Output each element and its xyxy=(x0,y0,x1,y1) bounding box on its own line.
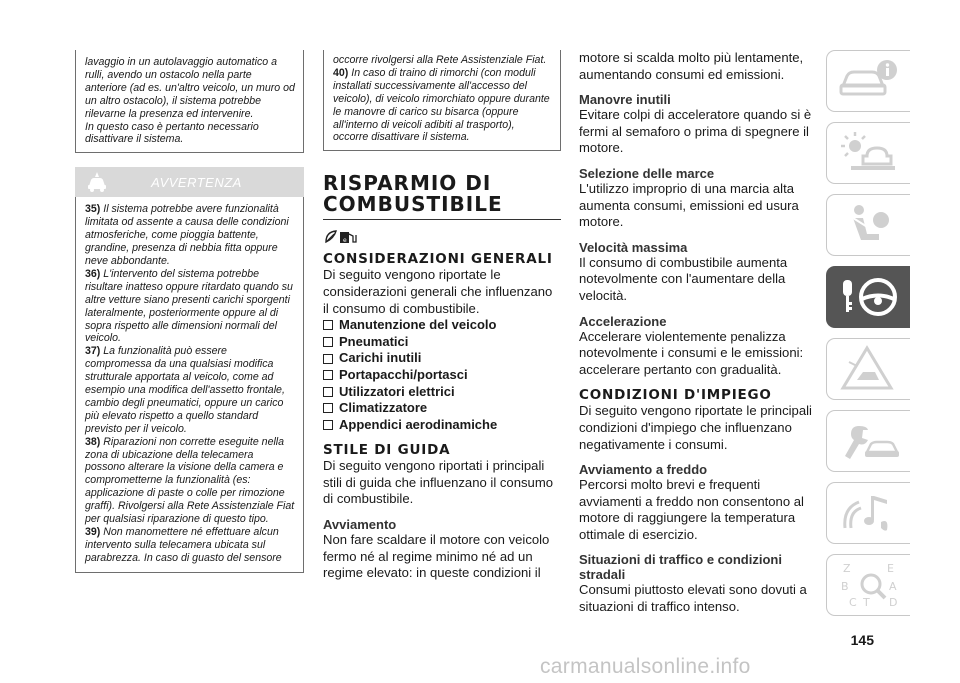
warning-title: AVVERTENZA xyxy=(151,174,242,190)
topic-title: Situazioni di traffico e condizioni stradali xyxy=(579,552,782,583)
checklist-item xyxy=(323,334,561,351)
note-text: occorre rivolgersi alla Rete Assistenziale Fiat. xyxy=(333,54,547,66)
subsection-body: Di seguito vengono riportate le considerazioni generali che influenzano il consumo di combustibile. xyxy=(323,267,553,316)
warning-note xyxy=(333,67,552,144)
checklist-item xyxy=(323,350,561,367)
index-letter: C xyxy=(848,596,857,609)
eco-fuel-icon xyxy=(323,226,561,246)
use-conditions-title: CONDIZIONI D'IMPIEGO xyxy=(579,387,772,404)
svg-text:e: e xyxy=(343,237,347,245)
checklist-label: Carichi inutili xyxy=(339,350,422,366)
warning-note xyxy=(85,203,295,268)
checkbox-icon xyxy=(323,387,333,397)
start-body-continued: motore si scalda molto più lentamente, aumentando consumi ed emissioni. xyxy=(579,50,804,82)
dashboard-lights-icon xyxy=(837,128,901,178)
topic-body: L'utilizzo improprio di una marcia alta aumenta consumi, emissioni ed usura motore. xyxy=(579,180,799,230)
checkbox-icon xyxy=(323,354,333,364)
topic-body: Consumi piuttosto elevati sono dovuti a situazioni di traffico intenso. xyxy=(579,582,807,615)
checkbox-icon xyxy=(323,337,333,347)
start-title: Avviamento xyxy=(323,517,397,533)
warning-note xyxy=(85,268,295,345)
index-letter: Z xyxy=(842,562,851,575)
topic-title: Accelerazione xyxy=(579,313,667,329)
note-number: 36) xyxy=(85,267,101,280)
continued-warning-box xyxy=(323,50,561,151)
note-text: Riparazioni non corrette eseguite nella zona di ubicazione della telecamera possono alterare la visione della camera e comprometterne la funzionalità (es: applicazione di paste o colle per rimozione graffi). Rivolgersi alla Rete Assistenziale Fiat per qualsiasi riparazione di questo tipo. xyxy=(85,435,295,526)
page-number: 145 xyxy=(850,632,874,648)
checklist-label: Utilizzatori elettrici xyxy=(339,383,455,399)
chapter-tabs xyxy=(826,50,910,626)
style-body: Di seguito vengono riportati i principali stili di guida che influenzano il consumo di combustibile. xyxy=(323,458,554,507)
subsection-title: CONSIDERAZIONI GENERALI xyxy=(323,251,553,268)
note-text: L'intervento del sistema potrebbe risultare inatteso oppure ritardato quando su altre vetture siano presenti carichi sporgenti lateralmente, posteriormente oppure al di sopra rispetto alle dimensioni normali del veicolo. xyxy=(85,267,293,345)
car-warning-icon xyxy=(85,170,109,194)
warning-note xyxy=(85,526,295,565)
topic-body: Percorsi molto brevi e frequenti avviamenti a freddo non consentono al motore di raggiungere la temperatura ottimale di esercizio. xyxy=(579,477,804,542)
topic-title: Avviamento a freddo xyxy=(579,462,708,478)
car-info-icon xyxy=(837,56,901,106)
watermark: carmanualsonline.info xyxy=(540,655,751,678)
style-title: STILE DI GUIDA xyxy=(323,442,451,459)
note-number: 38) xyxy=(85,435,101,448)
index-letters-icon xyxy=(837,560,901,610)
note-text: In caso di traino di rimorchi (con moduli installati successivamente all'accesso del veicolo), di veicolo rimorchiato oppure durante le manovre di carico su bisarca (oppure all'interno di veicoli adibiti al trasporto), occorre disattivare il sistema. xyxy=(333,66,550,144)
checkbox-icon xyxy=(323,320,333,330)
checklist-label: Manutenzione del veicolo xyxy=(339,317,497,333)
checklist-label: Portapacchi/portasci xyxy=(339,366,468,382)
tab-airbag-safety[interactable] xyxy=(826,194,910,256)
middle-column xyxy=(323,50,561,582)
left-column xyxy=(75,50,304,573)
note-number: 37) xyxy=(85,345,101,358)
right-column xyxy=(579,50,815,616)
tab-car-info[interactable] xyxy=(826,50,910,112)
checklist-label: Pneumatici xyxy=(339,333,409,349)
start-body: Non fare scaldare il motore con veicolo fermo né al regime minimo né ad un regime elevato: in queste condizioni il xyxy=(323,532,550,581)
index-letter: D xyxy=(888,596,897,609)
tab-index[interactable] xyxy=(826,554,910,616)
topic-body: Evitare colpi di acceleratore quando si è fermi al semaforo o prima di spegnere il motore. xyxy=(579,107,812,156)
topic-title: Selezione delle marce xyxy=(579,165,715,181)
note-text: Il sistema potrebbe avere funzionalità limitata od assente a causa delle condizioni atmosferiche, come pioggia battente, grandine, presenza di nebbia fitta oppure neve abbondante. xyxy=(85,203,289,267)
topic-body: Accelerare violentemente penalizza notevolmente i consumi e le emissioni: accelerare pertanto con gradualità. xyxy=(579,328,804,377)
checklist-item xyxy=(323,367,561,384)
checklist-item xyxy=(323,317,561,334)
intro-paragraph: lavaggio in un autolavaggio automatico a rulli, avendo un ostacolo nella parte anteriore (ad es. un'altro veicolo, un muro od un altro ostacolo), il sistema potrebbe rilevarne la presenza ed intervenire. xyxy=(85,56,295,120)
warning-note xyxy=(333,54,552,67)
tab-dashboard-lights[interactable] xyxy=(826,122,910,184)
topic-title: Manovre inutili xyxy=(579,92,671,108)
warning-list xyxy=(75,197,304,572)
checkbox-icon xyxy=(323,370,333,380)
use-conditions-body: Di seguito vengono riportate le principali condizioni d'impiego che influenzano negativamente i consumi. xyxy=(579,403,812,452)
note-text: Non manomettere né effettuare alcun intervento sulla telecamera ubicata sul parabrezza. In caso di guasto del sensore xyxy=(85,526,282,564)
warning-header xyxy=(75,167,304,197)
index-letter: E xyxy=(886,562,894,575)
warning-triangle-road-icon xyxy=(837,344,901,394)
tab-key-steering-wheel[interactable] xyxy=(826,266,910,328)
intro-paragraph: In questo caso è pertanto necessario disattivare il sistema. xyxy=(85,120,259,146)
checkbox-icon xyxy=(323,403,333,413)
tab-multimedia[interactable] xyxy=(826,482,910,544)
note-number: 35) xyxy=(85,203,101,216)
section-title: RISPARMIO DI COMBUSTIBILE xyxy=(323,173,561,220)
checklist-item xyxy=(323,417,561,434)
key-steering-wheel-icon xyxy=(837,272,901,322)
warning-note xyxy=(85,345,295,435)
intro-box xyxy=(75,50,304,153)
multimedia-icon xyxy=(837,488,901,538)
checklist-label: Climatizzatore xyxy=(339,400,428,416)
wrench-car-icon xyxy=(837,416,901,466)
index-letter: T xyxy=(862,596,870,609)
checklist-item xyxy=(323,400,561,417)
index-letter: B xyxy=(840,580,849,593)
note-number: 39) xyxy=(85,526,101,538)
topic-title: Velocità massima xyxy=(579,239,688,255)
tab-warning-road[interactable] xyxy=(826,338,910,400)
note-text: La funzionalità può essere compromessa da una qualsiasi modifica strutturale apportata al veicolo, come ad esempio una modifica dell'assetto frontale, cambio degli pneumatici, oppure un carico più elevato rispetto a quello standard previsto per il veicolo. xyxy=(85,345,285,435)
tab-maintenance[interactable] xyxy=(826,410,910,472)
checklist-item xyxy=(323,384,561,401)
index-letter: A xyxy=(888,580,897,593)
airbag-safety-icon xyxy=(837,200,901,250)
warning-note xyxy=(85,436,295,526)
topic-body: Il consumo di combustibile aumenta notevolmente con l'aumentare della velocità. xyxy=(579,254,788,303)
checklist-label: Appendici aerodinamiche xyxy=(339,416,498,432)
checklist xyxy=(323,317,561,433)
checkbox-icon xyxy=(323,420,333,430)
note-number: 40) xyxy=(333,66,349,79)
